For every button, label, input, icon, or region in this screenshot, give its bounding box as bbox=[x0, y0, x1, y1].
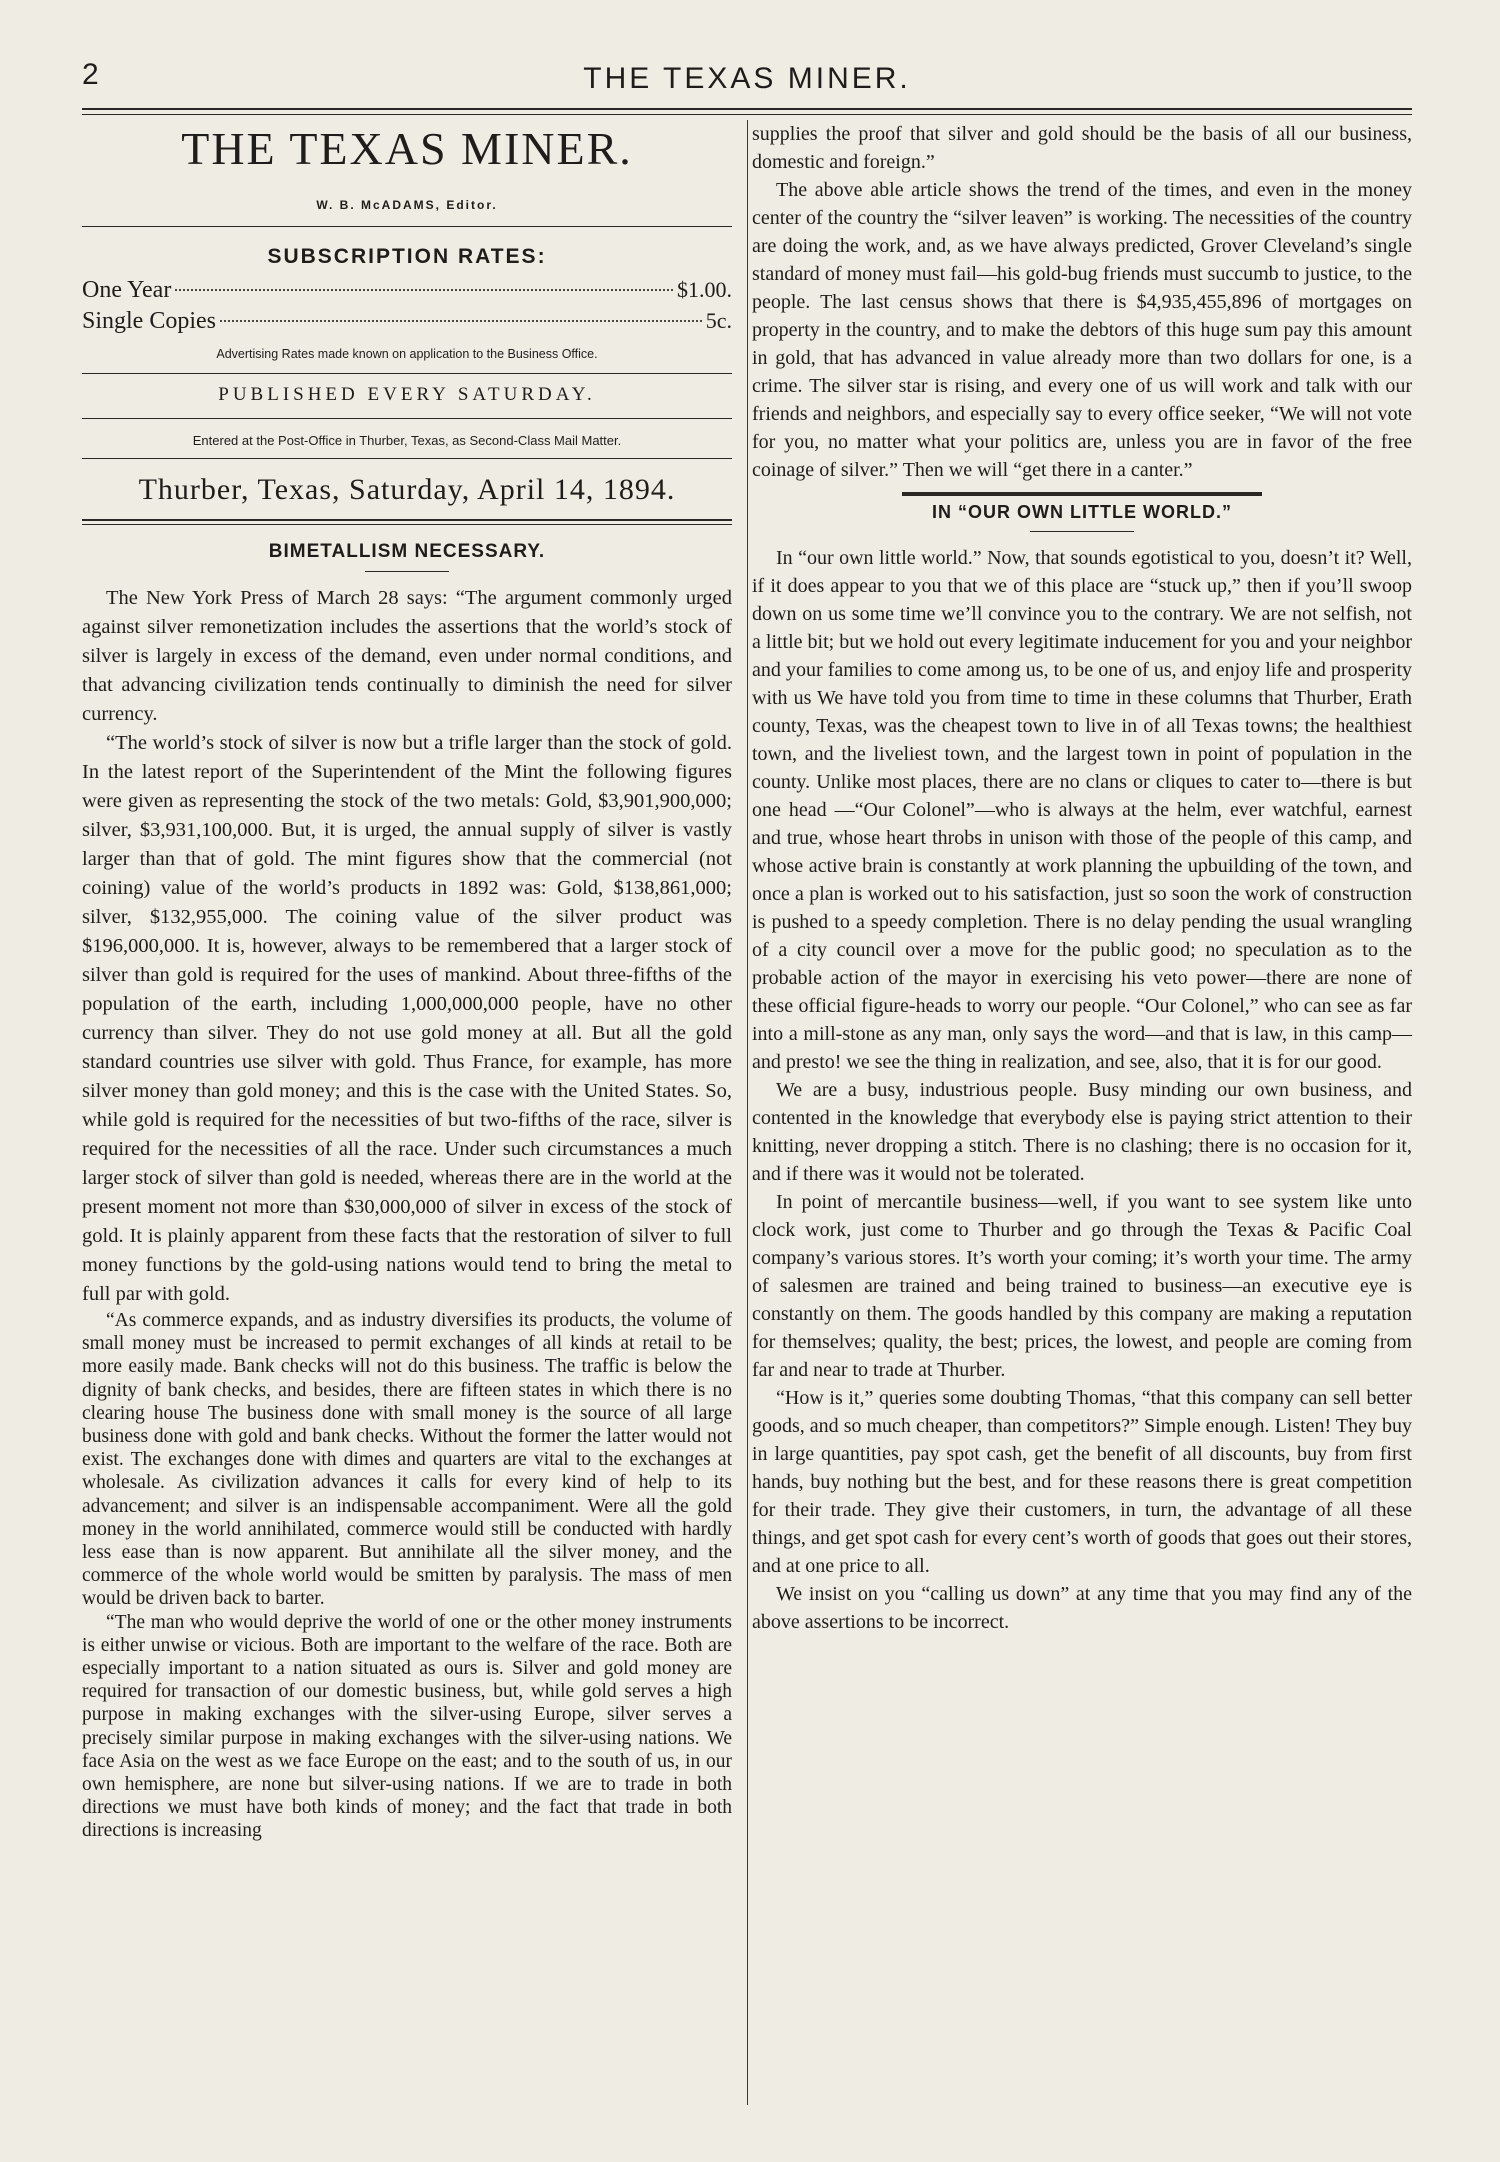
right-column bbox=[752, 120, 1412, 1636]
section-rule bbox=[902, 492, 1262, 496]
running-head bbox=[82, 58, 1412, 98]
divider bbox=[82, 226, 732, 227]
paragraph: We are a busy, industrious people. Busy minding our own business, and contented in the knowledge that everybody else is paying strict attention to their knitting, never dropping a stitch. There is no clashing; there is no occasion for it, and if there was it would not be tolerated. bbox=[752, 1079, 1412, 1185]
divider bbox=[82, 373, 732, 374]
title-rule bbox=[1030, 531, 1134, 532]
entered-note: Entered at the Post-Office in Thurber, Texas, as Second-Class Mail Matter. bbox=[192, 433, 622, 448]
title-rule bbox=[365, 571, 449, 572]
published-line: PUBLISHED EVERY SATURDAY. bbox=[218, 384, 596, 405]
article-bimetallism-body bbox=[82, 584, 732, 1309]
column-divider bbox=[747, 120, 748, 2105]
rate-label: One Year bbox=[82, 277, 172, 303]
paragraph: In “our own little world.” Now, that sounds egotistical to you, doesn’t it? Well, if it does appear to you that we of this place are “stuck up,” then if you’ll swoop down on us some time we’ll convince you to the contrary. We are not selfish, not a little bit; but we hold out every legitimate inducement for you and your neighbor and your families to come among us, to be one of us, and enjoy life and prosperity with us We have told you from time to time in these columns that Thurber, Erath county, Texas, was the cheapest town to live in of all Texas towns; the healthiest town, and the liveliest town, and the largest town in point of population in the county. Unlike most places, there are no clans or cliques to cater to—there is but one head —“Our Colonel”—who is always at the helm, ever watchful, earnest and true, whose heart throbs in unison with those of the people of this camp, and whose active brain is constantly at work planning the upbuilding of the town, and once a plan is worked out to his satisfaction, just so soon the work of construction is pushed to a speedy completion. There is no delay pending the usual wrangling of a city council over a move for the public good; no speculation as to the probable action of the mayor in exercising his veto power—there are none of these official figure-heads to worry our people. “Our Colonel,” who can see as far into a mill-stone as any man, only says the word—and that is law, in this camp—and presto! we see the thing in realization, and see, also, that it is for our good. bbox=[752, 547, 1412, 1073]
rate-value: $1.00. bbox=[677, 277, 732, 302]
paragraph: “The world’s stock of silver is now but a trifle larger than the stock of gold. In the latest report of the Superintendent of the Mint the following figures were given as representing the stock of the two metals: Gold, $3,901,900,000; silver, $3,931,100,000. But, it is urged, the annual supply of silver is vastly larger than that of gold. The mint figures show that the commercial (not coining) value of the world’s products in 1892 was: Gold, $138,861,000; silver, $132,955,000. The coining value of the silver product was $196,000,000. It is, however, always to be remembered that a larger stock of silver than gold is required for the uses of mankind. About three-fifths of the population of the earth, including 1,000,000,000 people, have no other currency than silver. They do not use gold money at all. But all the gold standard countries use silver with gold. Thus France, for example, has more silver money than gold money; and this is the case with the United States. So, while gold is required for the necessities of but two-fifths of the race, silver is required for the necessities of all the race. Under such circumstances a much larger stock of silver than gold is needed, whereas there are in the world at the present moment not more than $30,000,000 of silver in excess of the stock of gold. It is plainly apparent from these facts that the restoration of silver to full money functions by the gold-using nations would tend to bring the metal to full par with gold. bbox=[82, 732, 732, 1305]
article-bimetallism-continued bbox=[752, 120, 1412, 484]
rate-label: Single Copies bbox=[82, 308, 217, 334]
article-title-own-world: IN “OUR OWN LITTLE WORLD.” bbox=[932, 502, 1232, 522]
dateline: Thurber, Texas, Saturday, April 14, 1894. bbox=[138, 473, 676, 506]
dot-leader bbox=[175, 289, 673, 291]
editor-line: W. B. McADAMS, Editor. bbox=[316, 198, 498, 212]
article-title-bimetallism: BIMETALLISM NECESSARY. bbox=[268, 541, 546, 562]
paragraph: In point of mercantile business—well, if you want to see system like unto clock work, just come to Thurber and go through the Texas & Pacific Coal company’s various stores. It’s worth your coming; it’s worth your time. The army of salesmen are trained and being trained to business—an executive eye is constantly on them. The goods handled by this company are making a reputation for themselves; quality, the best; prices, the lowest, and people are coming from far and near to trade at Thurber. bbox=[752, 1191, 1412, 1381]
masthead-title: THE TEXAS MINER. bbox=[181, 123, 633, 174]
rate-row-single-copies bbox=[82, 308, 732, 339]
subscription-rates bbox=[82, 277, 732, 339]
paragraph: We insist on you “calling us down” at any time that you may find any of the above assertions to be incorrect. bbox=[752, 1583, 1412, 1633]
dot-leader bbox=[220, 320, 702, 322]
running-title: THE TEXAS MINER. bbox=[583, 62, 911, 95]
paragraph: “How is it,” queries some doubting Thomas, “that this company can sell better goods, and so much cheaper, than competitors?” Simple enough. Listen! They buy in large quantities, pay spot cash, get the benefit of all discounts, buy from first hands, buy nothing but the best, and for these reasons there is great competition for their trade. They give their customers, in turn, the advantage of all these things, and get spot cash for every cent’s worth of goods that goes out their stores, and at one price to all. bbox=[752, 1387, 1412, 1577]
paragraph: “As commerce expands, and as industry diversifies its products, the volume of small money must be increased to permit exchanges of all kinds at retail to be more easily made. Bank checks will not do this business. The traffic is below the dignity of bank checks, and besides, there are fifteen states in which there is no clearing house The business done with small money is the source of all large business done with gold and bank checks. Without the former the latter would not exist. The exchanges done with dimes and quarters are vital to the exchanges at wholesale. As civilization advances it calls for every kind of help to its advancement; and silver is an indispensable accompaniment. Were all the gold money in the world annihilated, commerce would still be conducted with hardly less ease than is now apparent. But annihilate all the silver money, and the commerce of the whole world would be smitten by paralysis. The mass of men would be driven back to barter. bbox=[82, 1310, 732, 1610]
header-rule bbox=[82, 108, 1412, 110]
paragraph: The New York Press of March 28 says: “The argument commonly urged against silver remonetization includes the assertions that the world’s stock of silver is largely in excess of the demand, even under normal conditions, and that advancing civilization tends continually to diminish the need for silver currency. bbox=[82, 587, 732, 725]
divider bbox=[82, 458, 732, 459]
article-own-world-body bbox=[752, 544, 1412, 1636]
paragraph: “The man who would deprive the world of one or the other money instruments is either unwise or vicious. Both are important to the welfare of the race. Both are especially important to a nation situated as ours is. Silver and gold money are required for transaction of our domestic business, but, while gold serves a high purpose in making exchanges with the silver-using Europe, silver serves a precisely similar purpose in making exchanges with the silver-using nations. We face Asia on the west as we face Europe on the east; and to the south of us, in our own hemisphere, are none but silver-using nations. If we are to trade in both directions we must have both kinds of money; and the fact that trade in both directions is increasing bbox=[82, 1611, 732, 1842]
advertising-note: Advertising Rates made known on application to the Business Office. bbox=[216, 347, 598, 361]
header-rule-thin bbox=[82, 114, 1412, 115]
paragraph: The above able article shows the trend of the times, and even in the money center of the country the “silver leaven” is working. The necessities of the country are doing the work, and, as we have always predicted, Grover Cleveland’s single standard of money must fail—his gold-bug friends must succumb to justice, to the people. The last census shows that there is $4,935,455,896 of mortgages on property in the country, and to make the debtors of this huge sum pay this amount in gold, that has advanced in value already more than two dollars for one, is a crime. The silver star is rising, and every one of us will work and talk with our friends and neighbors, and especially say to every office seeker, “We will not vote for you, no matter what your politics are, unless you are in favor of the free coinage of silver.” Then we will “get there in a canter.” bbox=[752, 179, 1412, 481]
paragraph: supplies the proof that silver and gold should be the basis of all our business, domestic and foreign.” bbox=[752, 123, 1412, 173]
article-bimetallism-body-cont bbox=[82, 1309, 732, 1843]
divider-thin bbox=[82, 524, 732, 525]
divider bbox=[82, 519, 732, 521]
rate-value: 5c. bbox=[705, 308, 732, 333]
divider bbox=[82, 418, 732, 419]
left-column bbox=[82, 120, 732, 1843]
rate-row-one-year bbox=[82, 277, 732, 308]
subscription-heading: SUBSCRIPTION RATES: bbox=[267, 245, 547, 268]
page-number: 2 bbox=[82, 58, 99, 91]
